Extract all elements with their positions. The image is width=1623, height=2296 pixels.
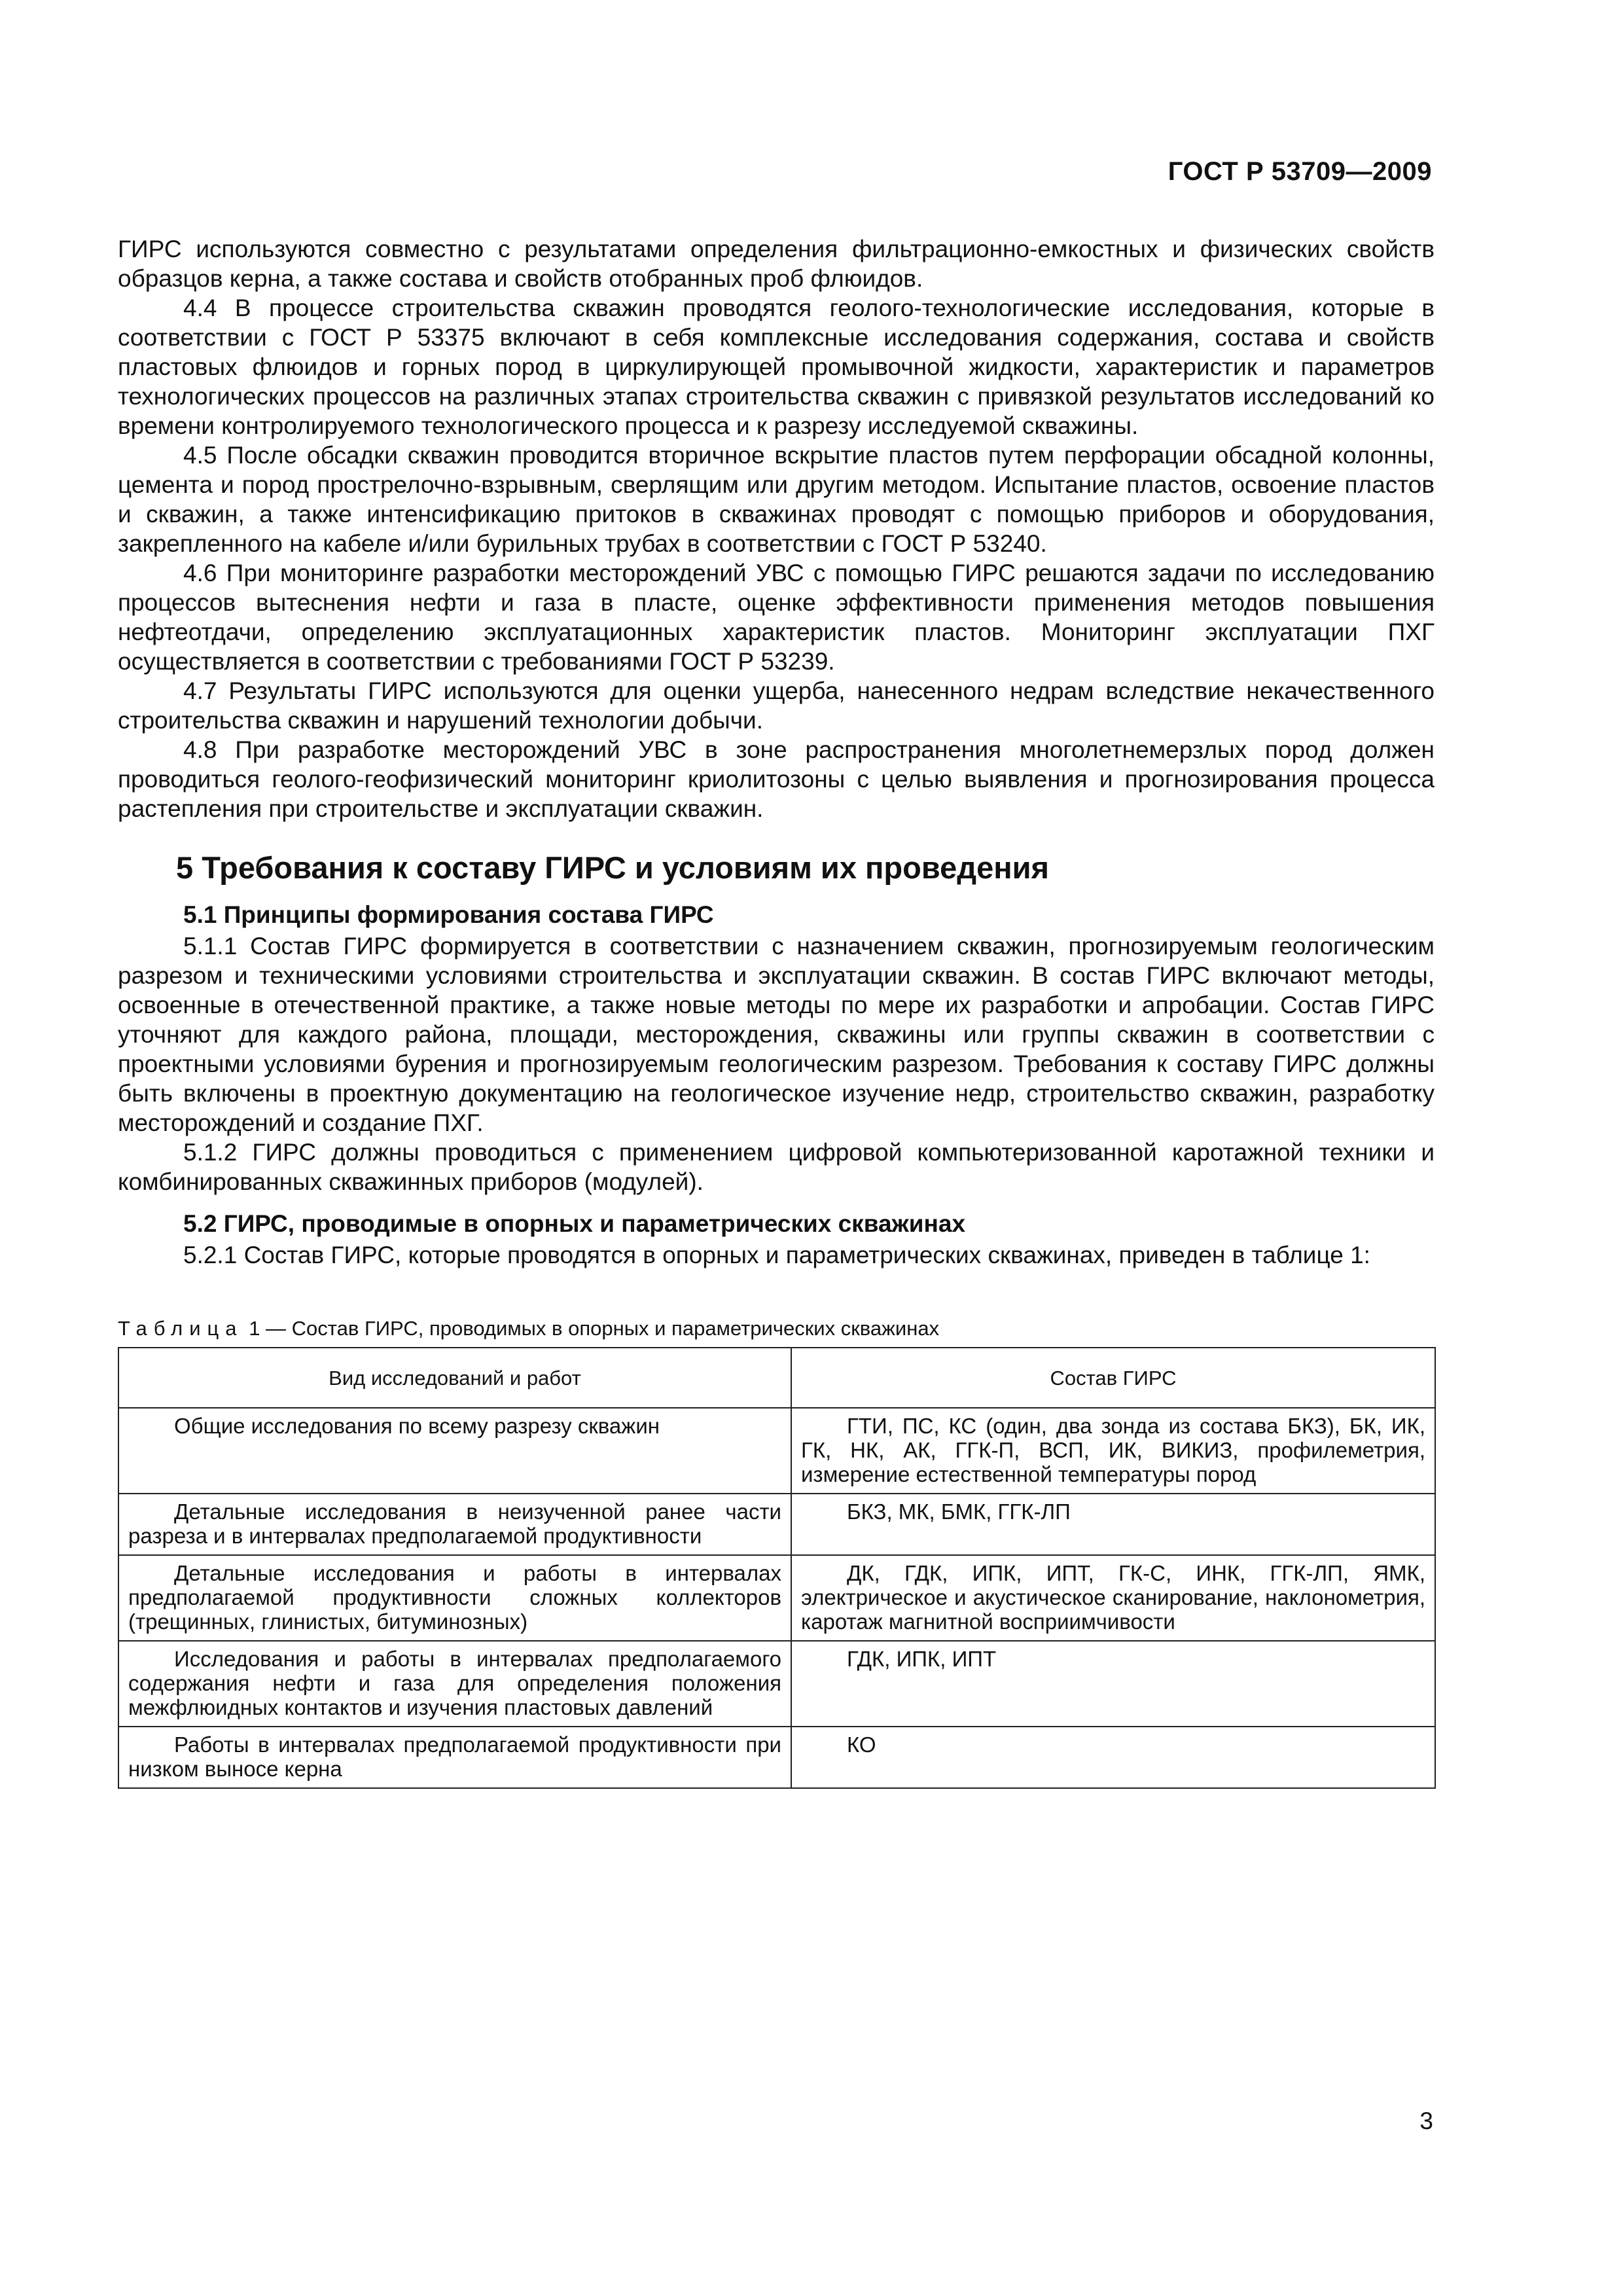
table-row xyxy=(118,1494,1435,1555)
table-cell-type: Исследования и работы в интервалах предполагаемого содержания нефти и газа для определения положения межфлюидных контактов и изучения пластовых давлений xyxy=(118,1641,791,1727)
table-header-cell: Состав ГИРС xyxy=(791,1348,1435,1408)
table-cell-type: Общие исследования по всему разрезу скважин xyxy=(118,1408,791,1494)
paragraph-4-4: 4.4 В процессе строительства скважин проводятся геолого-технологические исследования, которые в соответствии с ГОСТ Р 53375 включают в себя комплексные исследования содержания, состава и свойств пластовых флюидов и горных пород в циркулирующей промывочной жидкости, характеристик и параметров технологических процессов на различных этапах строительства скважин с привязкой результатов исследований ко времени контролируемого технологического процесса и к разрезу исследуемой скважины. xyxy=(118,295,1435,439)
table-header-cell: Вид исследований и работ xyxy=(118,1348,791,1408)
document-code: ГОСТ Р 53709—2009 xyxy=(1168,157,1432,186)
table-cell-methods: ГТИ, ПС, КС (один, два зонда из состава БКЗ), БК, ИК, ГК, НК, АК, ГГК-П, ВСП, ИК, ВИКИЗ, профилеметрия, измерение естественной температуры пород xyxy=(791,1408,1435,1494)
paragraph: ГИРС используются совместно с результатами определения фильтрационно-емкостных и физических свойств образцов керна, а также состава и свойств отобранных проб флюидов. xyxy=(118,236,1435,292)
table-caption xyxy=(118,1316,1435,1342)
table-row xyxy=(118,1641,1435,1727)
paragraph-4-5: 4.5 После обсадки скважин проводится вторичное вскрытие пластов путем перфорации обсадной колонны, цемента и пород прострелочно-взрывным, сверлящим или другим методом. Испытание пластов, освоение пластов и скважин, а также интенсификацию притоков в скважинах проводят с помощью приборов и оборудования, закрепленного на кабеле и/или бурильных трубах в соответствии с ГОСТ Р 53240. xyxy=(118,442,1435,557)
table-cell-methods: ГДК, ИПК, ИПТ xyxy=(791,1641,1435,1727)
table-cell-methods: БКЗ, МК, БМК, ГГК-ЛП xyxy=(791,1494,1435,1555)
table-row xyxy=(118,1408,1435,1494)
subsection-5-2-title: 5.2 ГИРС, проводимые в опорных и параметрических скважинах xyxy=(183,1210,966,1237)
paragraph-4-7: 4.7 Результаты ГИРС используются для оценки ущерба, нанесенного недрам вследствие некачественного строительства скважин и нарушений технологии добычи. xyxy=(118,677,1435,734)
table-cell-methods: ДК, ГДК, ИПК, ИПТ, ГК-С, ИНК, ГГК-ЛП, ЯМК, электрическое и акустическое сканирование, наклонометрия, каротаж магнитной восприимчивости xyxy=(791,1555,1435,1641)
table-caption-label: Таблица xyxy=(118,1317,243,1340)
table-row xyxy=(118,1555,1435,1641)
paragraph-4-6: 4.6 При мониторинге разработки месторождений УВС с помощью ГИРС решаются задачи по исследованию процессов вытеснения нефти и газа в пласте, оценке эффективности применения методов повышения нефтеотдачи, определению эксплуатационных характеристик пластов. Мониторинг эксплуатации ПХГ осуществляется в соответствии с требованиями ГОСТ Р 53239. xyxy=(118,560,1435,675)
table-cell-type: Работы в интервалах предполагаемой продуктивности при низком выносе керна xyxy=(118,1727,791,1788)
subsection-5-1-title: 5.1 Принципы формирования состава ГИРС xyxy=(183,901,714,928)
table-header-row xyxy=(118,1348,1435,1408)
table-cell-type: Детальные исследования и работы в интервалах предполагаемой продуктивности сложных коллекторов (трещинных, глинистых, битуминозных) xyxy=(118,1555,791,1641)
table-cell-methods: КО xyxy=(791,1727,1435,1788)
document-body xyxy=(118,234,1435,1789)
table-cell-type: Детальные исследования в неизученной ранее части разреза и в интервалах предполагаемой продуктивности xyxy=(118,1494,791,1555)
page-number: 3 xyxy=(1419,2108,1433,2134)
paragraph-5-1-2: 5.1.2 ГИРС должны проводиться с применением цифровой компьютеризованной каротажной техники и комбинированных скважинных приборов (модулей). xyxy=(118,1139,1435,1195)
paragraph-4-8: 4.8 При разработке месторождений УВС в зоне распространения многолетнемерзлых пород должен проводиться геолого-геофизический мониторинг криолитозоны с целью выявления и прогнозирования процесса растепления при строительстве и эксплуатации скважин. xyxy=(118,736,1435,822)
table-caption-text: 1 — Состав ГИРС, проводимых в опорных и параметрических скважинах xyxy=(249,1317,940,1340)
paragraph-5-2-1: 5.2.1 Состав ГИРС, которые проводятся в опорных и параметрических скважинах, приведен в таблице 1: xyxy=(183,1242,1370,1268)
table-row xyxy=(118,1727,1435,1788)
paragraph-5-1-1: 5.1.1 Состав ГИРС формируется в соответствии с назначением скважин, прогнозируемым геологическим разрезом и техническими условиями строительства и эксплуатации скважин. В состав ГИРС включают методы, освоенные в отечественной практике, а также новые методы по мере их разработки и апробации. Состав ГИРС уточняют для каждого района, площади, месторождения, скважины или группы скважин в соответствии с проектными условиями бурения и прогнозируемым геологическим разрезом. Требования к составу ГИРС должны быть включены в проектную документацию на геологическое изучение недр, строительство скважин, разработку месторождений и создание ПХГ. xyxy=(118,933,1435,1136)
section-5-title: 5 Требования к составу ГИРС и условиям их проведения xyxy=(176,850,1049,885)
table-1 xyxy=(118,1347,1436,1789)
